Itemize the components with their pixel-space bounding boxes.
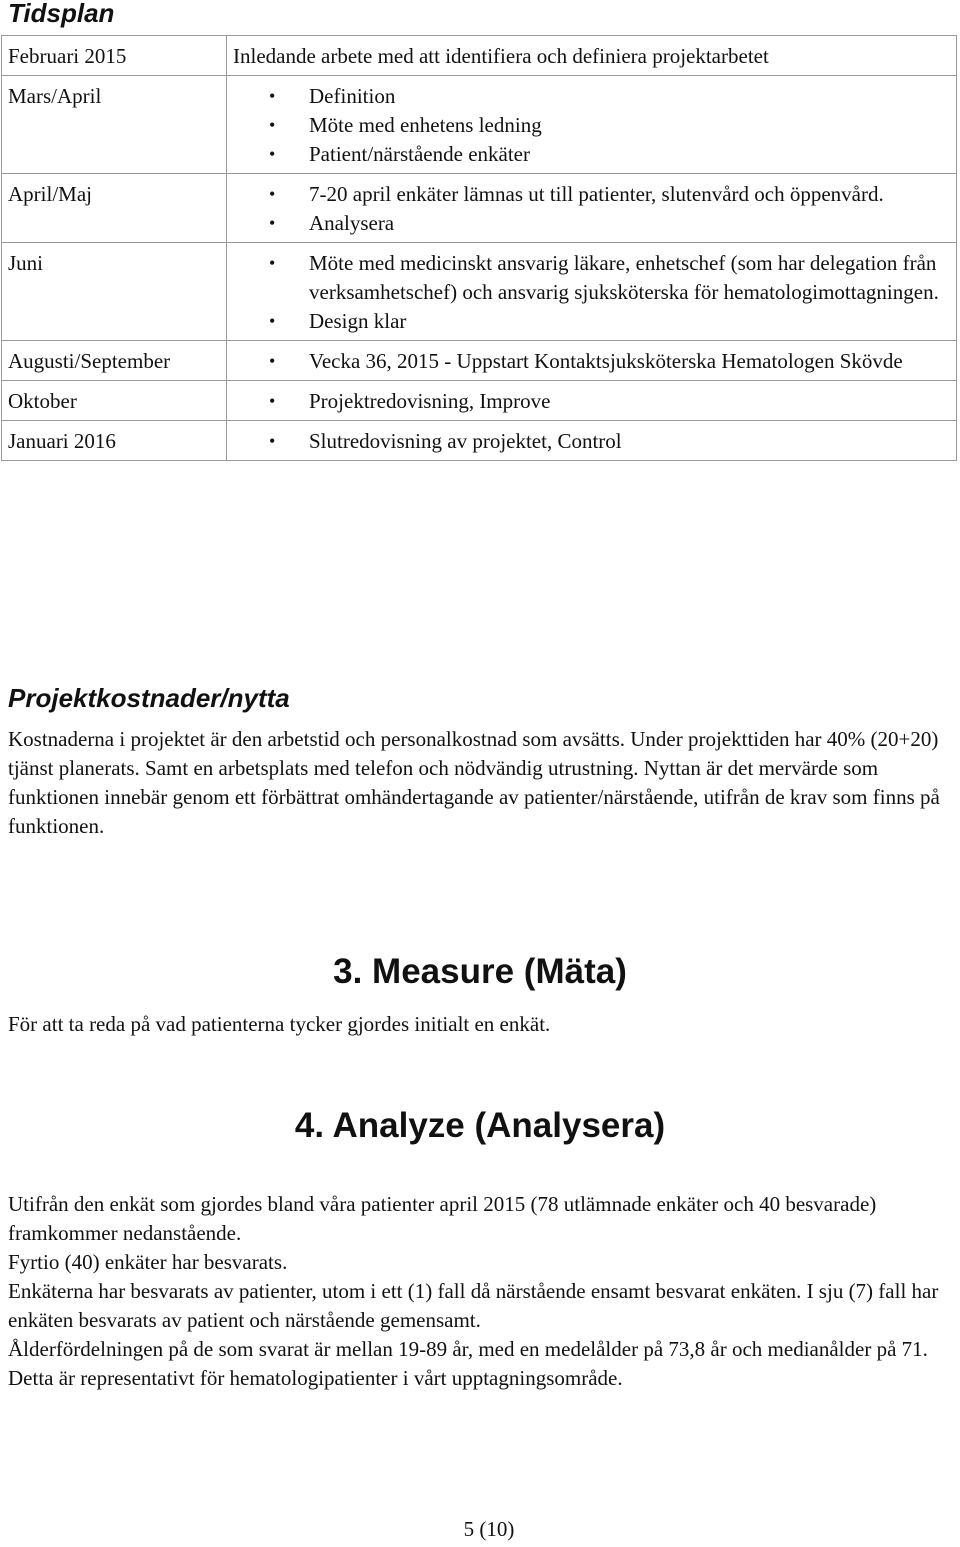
schedule-activities <box>227 76 957 174</box>
schedule-bullet-item: • Design klar <box>233 307 950 336</box>
schedule-bullet-item: • Projektredovisning, Improve <box>233 387 950 416</box>
measure-paragraph: För att ta reda på vad patienterna tycker gjordes initialt en enkät. <box>8 1012 551 1036</box>
schedule-period: Augusti/September <box>2 341 227 381</box>
schedule-bullet-item: • Möte med medicinskt ansvarig läkare, enhetschef (som har delegation från verksamhetschef) och ansvarig sjuksköterska för hematologimottagningen. <box>233 249 950 307</box>
tidsplan-heading: Tidsplan <box>8 0 115 28</box>
schedule-bullet-item: • Definition <box>233 82 950 111</box>
schedule-period: Januari 2016 <box>2 421 227 461</box>
schedule-activity-text: Inledande arbete med att identifiera och definiera projektarbetet <box>233 44 769 68</box>
analyze-heading: 4. Analyze (Analysera) <box>294 1106 666 1145</box>
schedule-bullet-list <box>233 387 950 416</box>
schedule-row <box>2 36 957 76</box>
kostnad-heading: Projektkostnader/nytta <box>8 683 290 713</box>
analyze-paragraphs <box>8 1190 958 1393</box>
schedule-period: April/Maj <box>2 174 227 243</box>
schedule-row <box>2 421 957 461</box>
schedule-period: Oktober <box>2 381 227 421</box>
schedule-activities <box>227 36 957 76</box>
schedule-bullet-list <box>233 82 950 169</box>
analyze-line: Ålderfördelningen på de som svarat är mellan 19-89 år, med en medelålder på 73,8 år och medianålder på 71. Detta är representativt för hematologipatienter i vårt upptagningsområde. <box>8 1337 928 1390</box>
schedule-row <box>2 381 957 421</box>
schedule-bullet-item: • 7-20 april enkäter lämnas ut till patienter, slutenvård och öppenvård. <box>233 180 950 209</box>
schedule-bullet-list <box>233 347 950 376</box>
schedule-activities <box>227 174 957 243</box>
analyze-line: Enkäterna har besvarats av patienter, utom i ett (1) fall då närstående ensamt besvarat enkäten. I sju (7) fall har enkäten besvarats av patient och närstående gemensamt. <box>8 1279 939 1332</box>
kostnad-paragraph: Kostnaderna i projektet är den arbetstid och personalkostnad som avsätts. Under projekttiden har 40% (20+20) tjänst planerats. Samt en arbetsplats med telefon och nödvändig utrustning. Nyttan är det mervärde som funktionen innebär genom ett förbättrat omhändertagande av patienter/närstående, utifrån de krav som finns på funktionen. <box>8 727 940 838</box>
schedule-body <box>2 36 957 461</box>
schedule-row <box>2 76 957 174</box>
schedule-bullet-item: • Möte med enhetens ledning <box>233 111 950 140</box>
schedule-activities <box>227 421 957 461</box>
analyze-line: Utifrån den enkät som gjordes bland våra patienter april 2015 (78 utlämnade enkäter och 40 besvarade) framkommer nedanstående. <box>8 1192 877 1245</box>
schedule-bullet-list <box>233 180 950 238</box>
schedule-bullet-item: • Analysera <box>233 209 950 238</box>
measure-heading: 3. Measure (Mäta) <box>333 952 627 991</box>
schedule-bullet-item: • Slutredovisning av projektet, Control <box>233 427 950 456</box>
schedule-row <box>2 243 957 341</box>
schedule-period: Mars/April <box>2 76 227 174</box>
analyze-line: Fyrtio (40) enkäter har besvarats. <box>8 1250 288 1274</box>
schedule-row <box>2 341 957 381</box>
schedule-activities <box>227 381 957 421</box>
schedule-activities <box>227 341 957 381</box>
schedule-period: Juni <box>2 243 227 341</box>
schedule-row <box>2 174 957 243</box>
schedule-period: Februari 2015 <box>2 36 227 76</box>
schedule-bullet-item: • Patient/närstående enkäter <box>233 140 950 169</box>
schedule-table <box>1 35 957 461</box>
schedule-activities <box>227 243 957 341</box>
schedule-bullet-list <box>233 249 950 336</box>
page-number: 5 (10) <box>463 1517 515 1541</box>
schedule-bullet-list <box>233 427 950 456</box>
schedule-bullet-item: • Vecka 36, 2015 - Uppstart Kontaktsjuksköterska Hematologen Skövde <box>233 347 950 376</box>
